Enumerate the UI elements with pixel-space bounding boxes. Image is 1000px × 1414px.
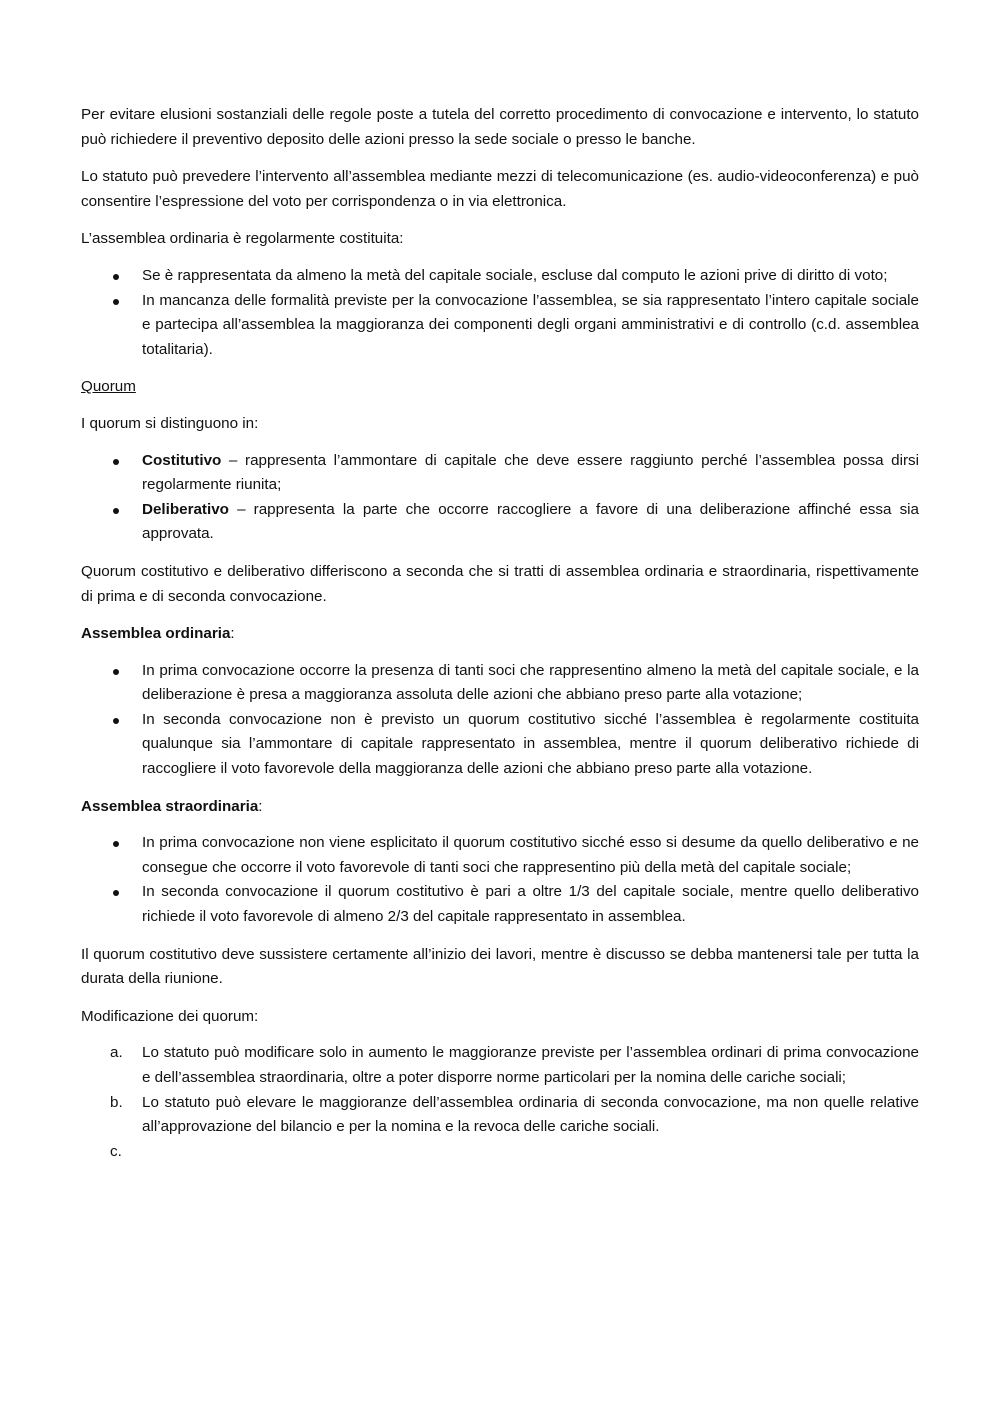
bullet-icon <box>113 459 119 465</box>
list-item: Deliberativo – rappresenta la parte che occorre raccogliere a favore di una deliberazione affinché essa sia approvata. <box>81 498 919 547</box>
list-item: In seconda convocazione non è previsto un quorum costitutivo sicché l’assemblea è regolarmente costituita qualunque sia l’ammontare di capitale rappresentato in assemblea, mentre il quorum deliberativo richiede di raccogliere il voto favorevole della maggioranza delle azioni che abbiano preso parte alla votazione. <box>81 708 919 782</box>
lettered-list-modificazione <box>81 1041 919 1164</box>
list-marker: c. <box>110 1142 122 1160</box>
list-item: Costitutivo – rappresenta l’ammontare di capitale che deve essere raggiunto perché l’assemblea possa dirsi regolarmente riunita; <box>81 449 919 498</box>
list-marker: a. <box>110 1044 123 1062</box>
paragraph-modificazione-intro: Modificazione dei quorum: <box>81 1007 259 1025</box>
bullet-list-costituita <box>81 264 919 362</box>
bullet-icon <box>113 274 119 280</box>
list-marker: b. <box>110 1093 123 1111</box>
paragraph-quorum-intro: I quorum si distinguono in: <box>81 414 259 432</box>
section-heading-straordinaria: Assemblea straordinaria: <box>81 797 263 815</box>
paragraph-telecomunicazione: Lo statuto può prevedere l’intervento all’assemblea mediante mezzi di telecomunicazione (es. audio-videoconferenza) e può consentire l’espressione del voto per corrispondenza o in via elettronica. <box>81 168 919 210</box>
section-heading-ordinaria: Assemblea ordinaria: <box>81 625 235 643</box>
bullet-list-straordinaria <box>81 831 919 929</box>
bullet-icon <box>113 669 119 675</box>
list-item: In seconda convocazione il quorum costitutivo è pari a oltre 1/3 del capitale sociale, mentre quello deliberativo richiede il voto favorevole di almeno 2/3 del capitale rappresentato in assemblea. <box>81 880 919 929</box>
bullet-icon <box>113 718 119 724</box>
paragraph-deposito-azioni: Per evitare elusioni sostanziali delle regole poste a tutela del corretto procedimento di convocazione e intervento, lo statuto può richiedere il preventivo deposito delle azioni presso la sede sociale o presso le banche. <box>81 106 919 148</box>
list-item <box>81 1140 919 1165</box>
paragraph-quorum-sussistenza: Il quorum costitutivo deve sussistere certamente all’inizio dei lavori, mentre è discusso se debba mantenersi tale per tutta la durata della riunione. <box>81 945 919 988</box>
paragraph-costituita-intro: L’assemblea ordinaria è regolarmente costituita: <box>81 230 404 248</box>
list-item: In prima convocazione non viene esplicitato il quorum costitutivo sicché esso si desume da quello deliberativo e ne consegue che occorre il voto favorevole di tanti soci che rappresentino più della metà del capitale sociale; <box>81 831 919 880</box>
term-costitutivo: Costitutivo <box>142 451 222 469</box>
bullet-icon <box>113 890 119 896</box>
list-item: b. Lo statuto può elevare le maggioranze dell’assemblea ordinaria di seconda convocazione, ma non quelle relative all’approvazione del bilancio e per la nomina e la revoca delle cariche sociali. <box>81 1091 919 1140</box>
list-item: In prima convocazione occorre la presenza di tanti soci che rappresentino almeno la metà del capitale sociale, e la deliberazione è presa a maggioranza assoluta delle azioni che abbiano preso parte alla votazione; <box>81 659 919 708</box>
paragraph-quorum-differenze: Quorum costitutivo e deliberativo differiscono a seconda che si tratti di assemblea ordinaria e straordinaria, rispettivamente di prima e di seconda convocazione. <box>81 562 919 605</box>
bullet-list-quorum <box>81 449 919 547</box>
list-item: a. Lo statuto può modificare solo in aumento le maggioranze previste per l’assemblea ordinari di prima convocazione e dell’assemblea straordinaria, oltre a poter disporre norme particolari per la nomina delle cariche sociali; <box>81 1041 919 1090</box>
term-deliberativo: Deliberativo <box>142 500 229 518</box>
bullet-icon <box>113 841 119 847</box>
bullet-list-ordinaria <box>81 659 919 782</box>
document-page <box>81 103 919 1177</box>
section-heading-quorum: Quorum <box>81 378 136 396</box>
bullet-icon <box>113 508 119 514</box>
list-item: Se è rappresentata da almeno la metà del capitale sociale, escluse dal computo le azioni prive di diritto di voto; <box>81 264 919 289</box>
list-item: In mancanza delle formalità previste per la convocazione l’assemblea, se sia rappresentato l’intero capitale sociale e partecipa all’assemblea la maggioranza dei componenti degli organi amministrativi e di controllo (c.d. assemblea totalitaria). <box>81 289 919 363</box>
bullet-icon <box>113 299 119 305</box>
